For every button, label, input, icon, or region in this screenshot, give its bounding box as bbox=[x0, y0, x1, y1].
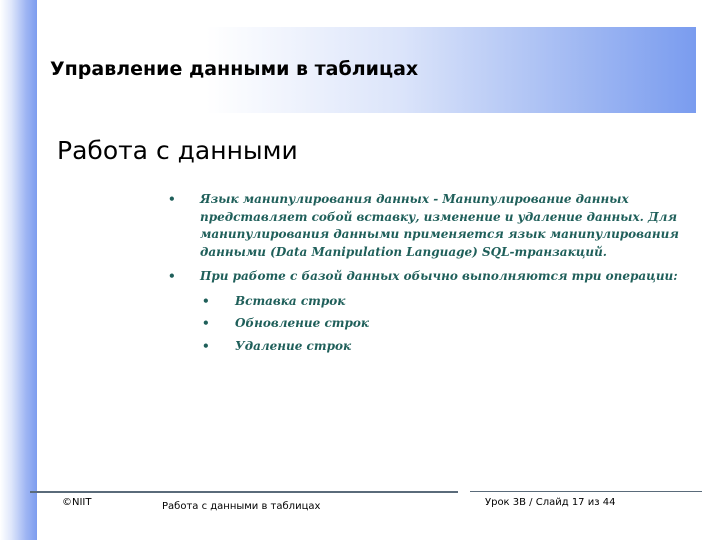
sub-item-text: Обновление строк bbox=[235, 316, 369, 330]
bullet-dot-icon: • bbox=[202, 338, 210, 353]
footer-divider-right bbox=[470, 491, 702, 492]
bullet-text: При работе с базой данных обычно выполняются три операции: bbox=[200, 269, 678, 283]
bullet-item-1 bbox=[160, 191, 680, 261]
sub-item-update bbox=[160, 315, 680, 333]
sub-item-insert bbox=[160, 293, 680, 311]
footer-course-title: Работа с данными в таблицах bbox=[162, 501, 321, 512]
bullet-dot-icon: • bbox=[168, 192, 176, 206]
footer-divider-left bbox=[30, 491, 458, 493]
bullet-dot-icon: • bbox=[168, 269, 176, 283]
sub-item-text: Вставка строк bbox=[235, 293, 346, 308]
bullet-dot-icon: • bbox=[202, 293, 210, 308]
sub-item-text: Удаление строк bbox=[235, 338, 352, 353]
bullet-list bbox=[160, 191, 680, 360]
footer-slide-number: Урок 3B / Слайд 17 из 44 bbox=[485, 497, 616, 508]
bullet-dot-icon: • bbox=[202, 316, 210, 330]
footer-copyright: ©NIIT bbox=[62, 497, 92, 508]
sub-item-delete bbox=[160, 338, 680, 356]
bullet-text: Язык манипулирования данных - Манипулирование данных представляет собой вставку, изменение и удаление данных. Для манипулирования данными применяется язык манипулирования данными (Data Manipulation Language) SQL-транзакций. bbox=[200, 192, 679, 259]
left-gradient-bar bbox=[0, 0, 37, 540]
slide-title: Управление данными в таблицах bbox=[50, 58, 419, 80]
section-heading: Работа с данными bbox=[57, 136, 298, 165]
bullet-item-2 bbox=[160, 268, 680, 286]
